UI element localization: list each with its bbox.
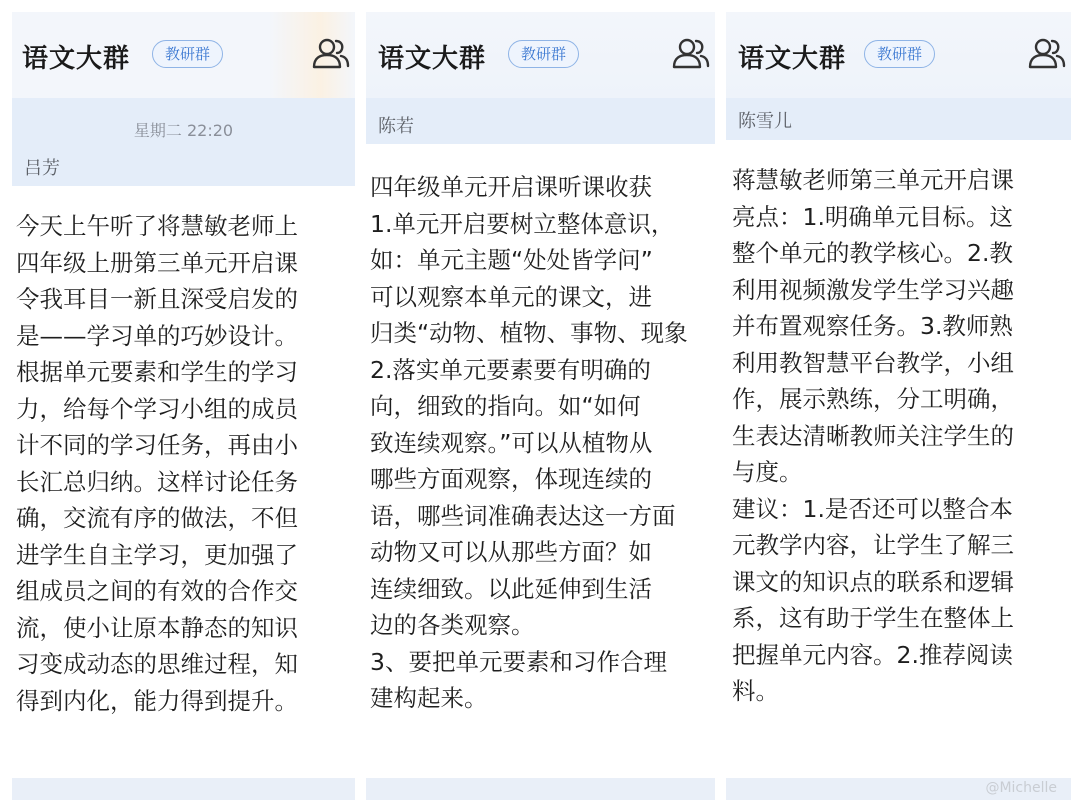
chat-panel-1 — [12, 12, 355, 800]
chat-panel-3 — [726, 12, 1071, 800]
sender-name[interactable]: 陈雪儿 — [738, 111, 792, 132]
chat-panel-2 — [366, 12, 715, 800]
message-text — [732, 162, 1071, 710]
message-line: 今天上午听了将慧敏老师上 — [16, 212, 298, 240]
group-type-badge: 教研群 — [152, 40, 223, 68]
chat-header — [366, 12, 715, 98]
message-line: 得到内化，能力得到提升。 — [16, 686, 298, 715]
message-line: 组成员之间的有效的合作交 — [16, 577, 298, 605]
message-line: 料。 — [732, 677, 779, 705]
watermark: @Michelle — [985, 780, 1057, 796]
group-title[interactable]: 语文大群 — [22, 44, 131, 74]
chat-header — [12, 12, 355, 98]
message-line: 2.落实单元要素要有明确的 — [370, 355, 651, 384]
message-line: 系，这有助于学生在整体上 — [732, 604, 1014, 632]
message-line: 确，交流有序的做法，不但 — [16, 504, 298, 532]
group-members-icon[interactable] — [671, 36, 711, 70]
message-line: 是——学习单的巧妙设计。 — [16, 321, 298, 350]
message-line: 根据单元要素和学生的学习 — [16, 358, 298, 386]
message-meta-band — [366, 98, 715, 144]
message-line: 与度。 — [732, 458, 803, 486]
group-type-badge: 教研群 — [508, 40, 579, 68]
sender-name[interactable]: 吕芳 — [24, 158, 60, 179]
message-meta-band — [12, 98, 355, 186]
group-type-badge: 教研群 — [864, 40, 935, 68]
message-line: 动物又可以从那些方面？如 — [370, 538, 652, 566]
message-line: 哪些方面观察，体现连续的 — [370, 465, 652, 493]
group-title[interactable]: 语文大群 — [378, 44, 487, 74]
message-line: 整个单元的教学核心。2.教 — [732, 239, 1013, 267]
message-line: 作，展示熟练，分工明确， — [732, 385, 1014, 413]
message-line: 建议：1.是否还可以整合本 — [732, 494, 1013, 523]
sender-name[interactable]: 陈若 — [378, 116, 414, 137]
message-line: 连续细致。以此延伸到生活 — [370, 574, 652, 603]
message-line: 把握单元内容。2.推荐阅读 — [732, 640, 1013, 669]
message-text — [370, 169, 715, 717]
message-line: 流，使小让原本静态的知识 — [16, 613, 298, 642]
chat-header — [726, 12, 1071, 98]
message-line: 建构起来。 — [370, 684, 488, 712]
message-line: 令我耳目一新且深受启发的 — [16, 285, 298, 313]
message-line: 利用视频激发学生学习兴趣 — [732, 275, 1014, 304]
message-line: 长汇总归纳。这样讨论任务 — [16, 467, 298, 496]
group-members-icon[interactable] — [311, 36, 351, 70]
message-line: 蒋慧敏老师第三单元开启课 — [732, 166, 1014, 194]
message-line: 并布置观察任务。3.教师熟 — [732, 312, 1013, 340]
message-line: 可以观察本单元的课文，进 — [370, 282, 652, 311]
message-line: 四年级上册第三单元开启课 — [16, 248, 298, 277]
message-line: 课文的知识点的联系和逻辑 — [732, 567, 1014, 596]
message-line: 边的各类观察。 — [370, 611, 535, 639]
bottom-strip — [12, 778, 355, 800]
message-line: 向，细致的指向。如“如何 — [370, 392, 641, 420]
message-line: 元教学内容，让学生了解三 — [732, 531, 1014, 559]
message-line: 归类“动物、植物、事物、现象 — [370, 319, 688, 347]
message-line: 进学生自主学习，更加强了 — [16, 540, 298, 569]
message-line: 语，哪些词准确表达这一方面 — [370, 501, 676, 530]
message-line: 致连续观察。”可以从植物从 — [370, 428, 653, 457]
message-line: 1.单元开启要树立整体意识， — [370, 209, 675, 238]
message-timestamp: 星期二 22:20 — [133, 121, 234, 140]
message-line: 四年级单元开启课听课收获 — [370, 173, 652, 201]
message-text — [16, 208, 355, 719]
message-line: 如：单元主题“处处皆学问” — [370, 246, 653, 274]
message-line: 利用教智慧平台教学，小组 — [732, 348, 1014, 377]
message-line: 3、要把单元要素和习作合理 — [370, 647, 667, 676]
group-members-icon[interactable] — [1027, 36, 1067, 70]
message-line: 习变成动态的思维过程，知 — [16, 650, 298, 678]
group-title[interactable]: 语文大群 — [738, 44, 847, 74]
message-line: 生表达清晰教师关注学生的 — [732, 421, 1014, 450]
message-line: 亮点：1.明确单元目标。这 — [732, 202, 1013, 231]
bottom-strip — [366, 778, 715, 800]
message-line: 力，给每个学习小组的成员 — [16, 394, 298, 423]
message-line: 计不同的学习任务，再由小 — [16, 431, 298, 459]
